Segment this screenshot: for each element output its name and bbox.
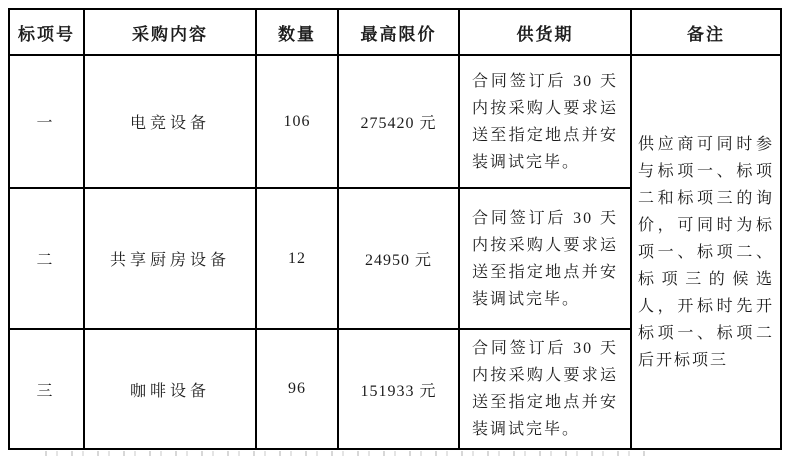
cell-procurement-content: 电竞设备 [84, 55, 256, 188]
cell-max-price: 275420 元 [338, 55, 459, 188]
cell-quantity: 96 [256, 329, 338, 449]
header-item-no: 标项号 [9, 9, 84, 55]
cell-item-no: 一 [9, 55, 84, 188]
cell-remark-merged: 供应商可同时参与标项一、标项二和标项三的询价，可同时为标项一、标项二、标项三的候选人，开标时先开标项一、标项二后开标项三 [631, 55, 781, 449]
cell-procurement-content: 咖啡设备 [84, 329, 256, 449]
header-remark: 备注 [631, 9, 781, 55]
cell-delivery-period: 合同签订后 30 天内按采购人要求运送至指定地点并安装调试完毕。 [459, 329, 631, 449]
cell-quantity: 106 [256, 55, 338, 188]
cell-delivery-period: 合同签订后 30 天内按采购人要求运送至指定地点并安装调试完毕。 [459, 188, 631, 329]
header-procurement-content: 采购内容 [84, 9, 256, 55]
truncated-text-remnant [45, 451, 645, 456]
table-row [9, 55, 781, 188]
header-delivery-period: 供货期 [459, 9, 631, 55]
header-quantity: 数量 [256, 9, 338, 55]
cell-max-price: 151933 元 [338, 329, 459, 449]
cell-procurement-content: 共享厨房设备 [84, 188, 256, 329]
table-header-row [9, 9, 781, 55]
procurement-items-table [8, 8, 782, 450]
cell-item-no: 二 [9, 188, 84, 329]
header-max-price: 最高限价 [338, 9, 459, 55]
cell-item-no: 三 [9, 329, 84, 449]
cell-max-price: 24950 元 [338, 188, 459, 329]
cell-delivery-period: 合同签订后 30 天内按采购人要求运送至指定地点并安装调试完毕。 [459, 55, 631, 188]
cell-quantity: 12 [256, 188, 338, 329]
